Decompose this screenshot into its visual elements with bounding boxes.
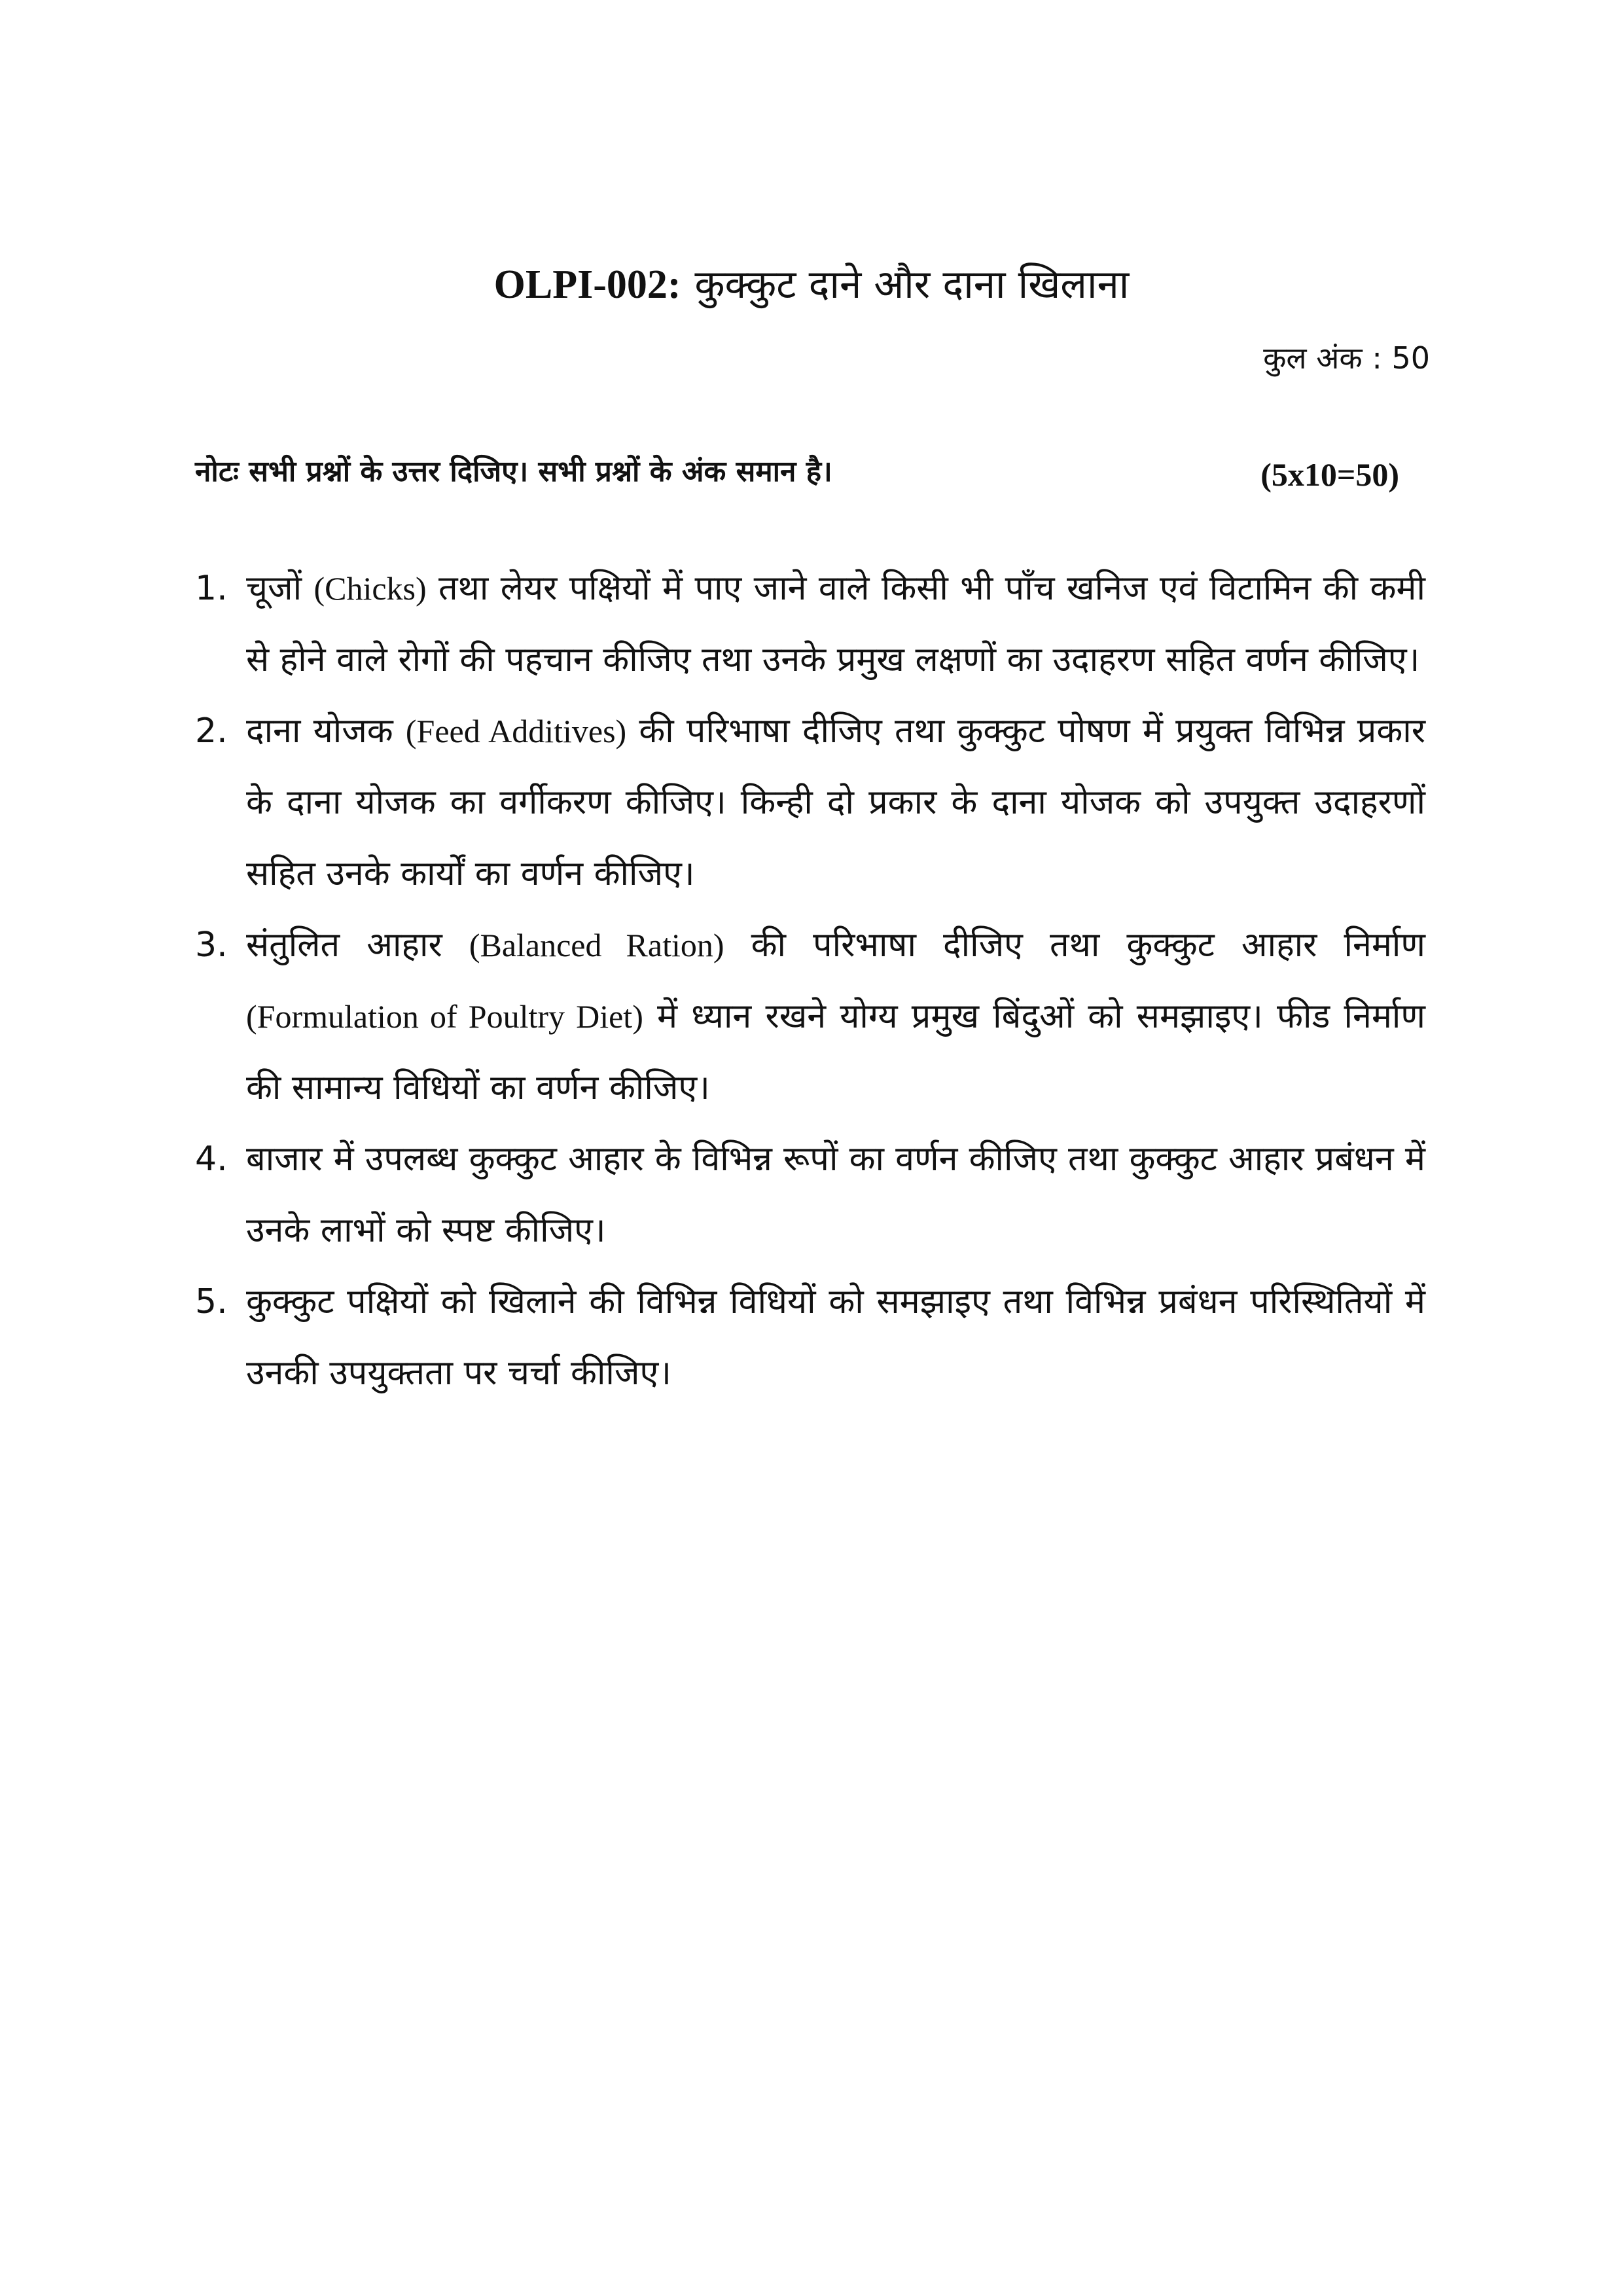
question-english-term: (Feed Additives) xyxy=(405,713,627,749)
question-2 xyxy=(195,696,1425,910)
question-4 xyxy=(195,1124,1425,1266)
paper-title xyxy=(0,260,1623,309)
question-number: 1. xyxy=(195,569,228,608)
question-text-part: की परिभाषा दीजिए तथा कुक्कुट आहार निर्माण xyxy=(724,925,1425,965)
question-list xyxy=(195,553,1425,1409)
question-1 xyxy=(195,553,1425,696)
question-5 xyxy=(195,1266,1425,1409)
course-code: OLPI-002: xyxy=(493,262,681,307)
total-marks: कुल अंक : 50 xyxy=(1263,340,1430,376)
question-number: 2. xyxy=(195,711,228,751)
question-english-term: (Chicks) xyxy=(313,570,427,607)
question-text-part: संतुलित आहार xyxy=(246,925,469,965)
question-text-part: बाजार में उपलब्ध कुक्कुट आहार के विभिन्न रूपों का वर्णन कीजिए तथा कुक्कुट आहार प्रबंधन में उनके लाभों को स्पष्ट कीजिए। xyxy=(246,1139,1425,1250)
question-text-part: तथा लेयर पक्षियों में पाए जाने वाले किसी भी पाँच खनिज एवं विटामिन की कमी से होने वाले रोगों की पहचान कीजिए तथा उनके प्रमुख लक्षणों का उदाहरण सहित वर्णन कीजिए। xyxy=(246,569,1425,679)
question-english-term: (Balanced Ration) xyxy=(469,927,724,963)
question-text-part: की परिभाषा दीजिए तथा कुक्कुट पोषण में प्रयुक्त विभिन्न प्रकार के दाना योजक का वर्गीकरण कीजिए। किन्ही दो प्रकार के दाना योजक को उपयुक्त उदाहरणों सहित उनके कार्यों का वर्णन कीजिए। xyxy=(246,711,1426,893)
course-name: कुक्कुट दाने और दाना खिलाना xyxy=(694,262,1130,308)
note-text: नोटः सभी प्रश्नों के उत्तर दिजिए। सभी प्रश्नों के अंक समान है। xyxy=(195,455,832,488)
marks-distribution: (5x10=50) xyxy=(1260,456,1399,493)
question-number: 3. xyxy=(195,925,228,965)
question-number: 5. xyxy=(195,1282,228,1321)
question-number: 4. xyxy=(195,1139,228,1179)
question-text-part: कुक्कुट पक्षियों को खिलाने की विभिन्न विधियों को समझाइए तथा विभिन्न प्रबंधन परिस्थितियों में उनकी उपयुक्तता पर चर्चा कीजिए। xyxy=(246,1282,1425,1393)
question-text-part: दाना योजक xyxy=(246,711,406,751)
question-text-part: चूजों xyxy=(246,569,314,608)
question-text-part: में ध्यान रखने योग्य प्रमुख बिंदुओं को समझाइए। फीड निर्माण की सामान्य विधियों का वर्णन कीजिए। xyxy=(246,997,1425,1107)
question-english-term: (Formulation of Poultry Diet) xyxy=(246,998,643,1035)
question-3 xyxy=(195,910,1425,1124)
